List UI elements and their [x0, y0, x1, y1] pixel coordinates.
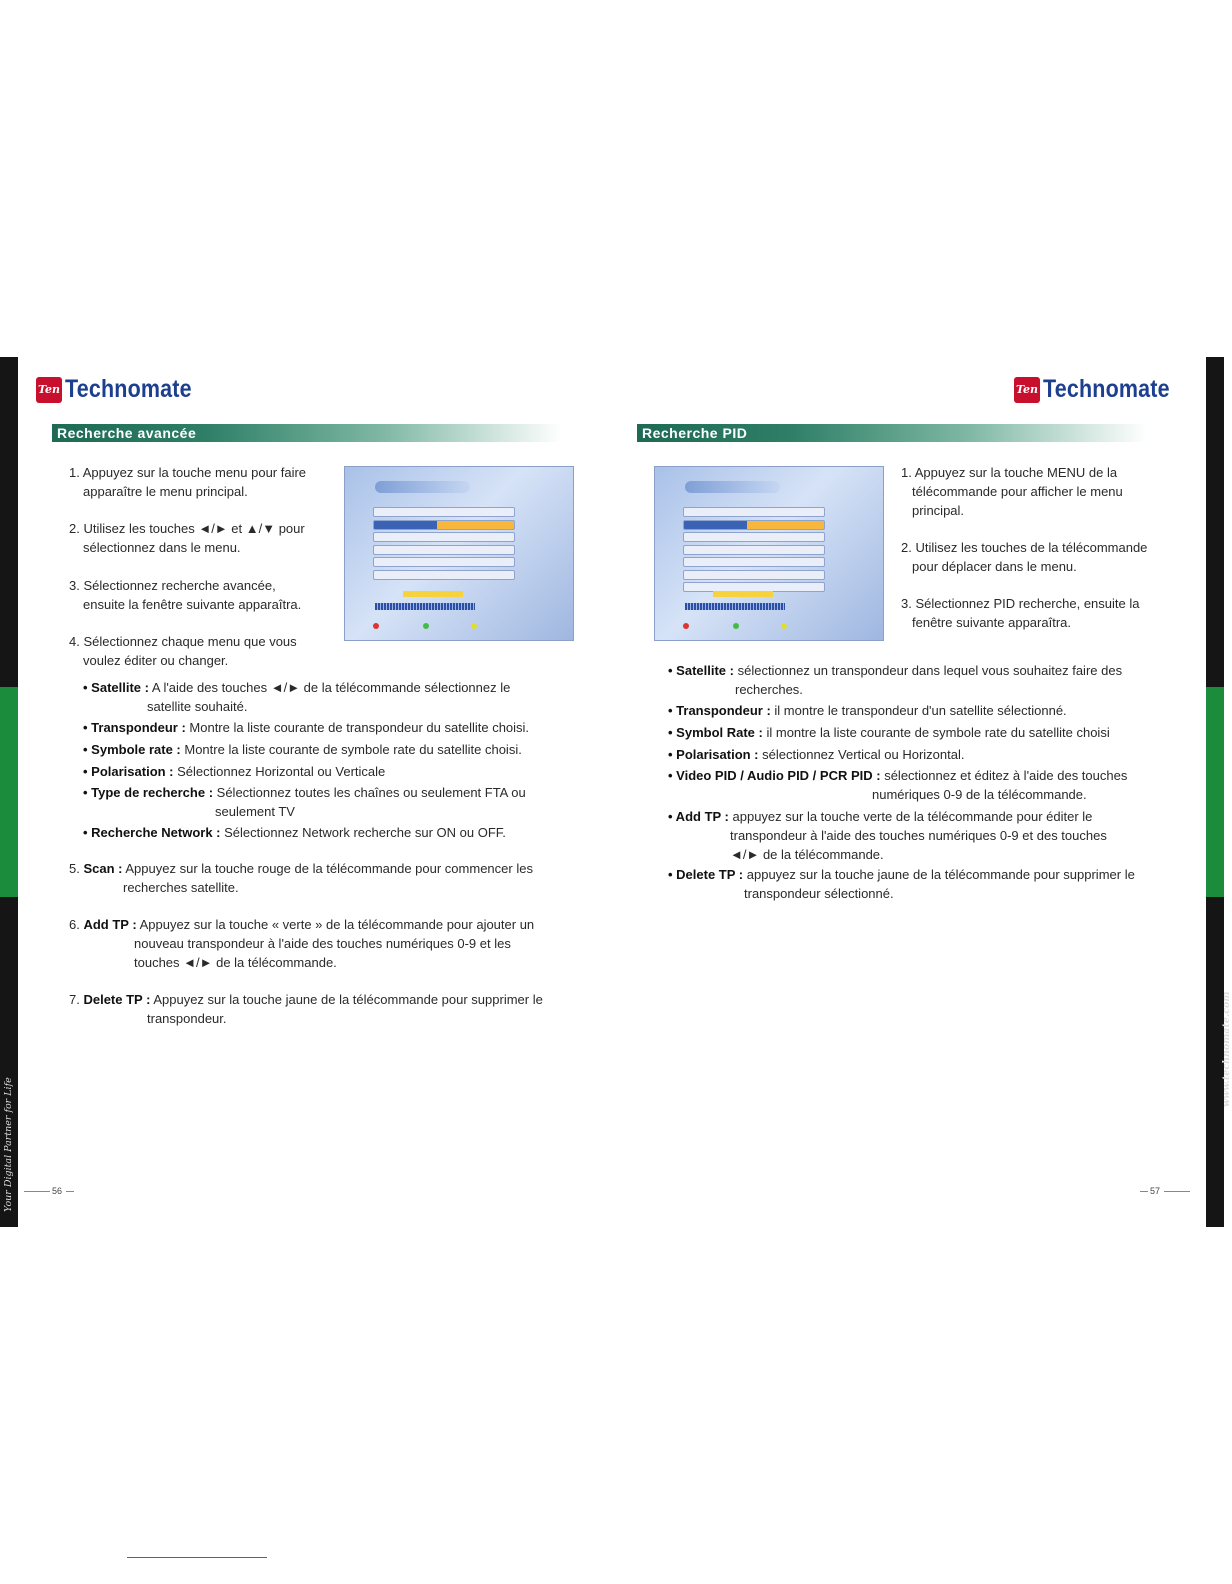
step-text: 4. Sélectionnez chaque menu que vous [69, 634, 297, 649]
menu-title-bar [375, 481, 470, 493]
step-text-cont: nouveau transpondeur à l'aide des touches numériques 0-9 et les [134, 936, 511, 951]
bullet-text-cont: recherches. [735, 682, 803, 697]
yellow-button-icon [781, 623, 787, 629]
pid-bullet-satellite [668, 661, 1168, 699]
brand-logo-left [36, 375, 212, 404]
bullet-label: • Recherche Network : [83, 825, 221, 840]
bullet-text: il montre le transpondeur d'un satellite sélectionné. [774, 703, 1067, 718]
step-text: Appuyez sur la touche jaune de la télécommande pour supprimer le [153, 992, 543, 1007]
bullet-label: • Polarisation : [668, 747, 759, 762]
step-text-cont: fenêtre suivante apparaîtra. [912, 615, 1071, 630]
yellow-button-icon [471, 623, 477, 629]
step-text-cont: apparaître le menu principal. [83, 484, 248, 499]
bullet-text: sélectionnez Vertical ou Horizontal. [762, 747, 965, 762]
bullet-text-cont: transpondeur sélectionné. [744, 886, 894, 901]
bullet-label: • Transpondeur : [83, 720, 186, 735]
pid-bullet-transpondeur [668, 701, 1168, 720]
step-text-cont: voulez éditer ou changer. [83, 653, 229, 668]
brand-logo-right [1014, 375, 1190, 404]
menu-row [683, 570, 825, 580]
bullet-text-cont: ◄/► de la télécommande. [730, 847, 884, 862]
bullet-satellite [83, 678, 553, 716]
bullet-type-recherche [83, 783, 553, 821]
step-label: Add TP : [83, 917, 137, 932]
menu-row [373, 507, 515, 517]
step-text-cont: télécommande pour afficher le menu [912, 484, 1123, 499]
step-7-delete-tp [69, 990, 559, 1028]
step-text-cont: sélectionnez dans le menu. [83, 540, 241, 555]
bullet-text-cont: seulement TV [215, 804, 295, 819]
bullet-transpondeur [83, 718, 553, 737]
right-edge-bar [1206, 357, 1232, 1227]
step-2 [69, 519, 305, 557]
bullet-label: • Transpondeur : [668, 703, 771, 718]
page-number-rule [1164, 1191, 1190, 1192]
bullet-text: Montre la liste courante de transpondeur du satellite choisi. [189, 720, 530, 735]
brand-logo-mark: Ten [36, 377, 62, 403]
pid-bullet-polarisation [668, 745, 1168, 764]
page-number-right: 57 [1150, 1186, 1161, 1196]
green-button-icon [733, 623, 739, 629]
step-text-cont: touches ◄/► de la télécommande. [134, 955, 337, 970]
bullet-text: appuyez sur la touche verte de la télécommande pour éditer le [732, 809, 1093, 824]
step-text: 3. Sélectionnez PID recherche, ensuite la [901, 596, 1140, 611]
bullet-polarisation [83, 762, 553, 781]
section-title-right: Recherche PID [637, 424, 1147, 442]
signal-bar [713, 591, 773, 597]
step-text: Appuyez sur la touche « verte » de la télécommande pour ajouter un [139, 917, 535, 932]
bullet-label: • Symbole rate : [83, 742, 181, 757]
step-text-cont: ensuite la fenêtre suivante apparaîtra. [83, 597, 302, 612]
step-label: Scan : [83, 861, 123, 876]
menu-row [373, 532, 515, 542]
signal-bar [403, 591, 463, 597]
brand-logo-word: Technomate [65, 375, 192, 403]
step-5-scan [69, 859, 559, 897]
section-title-left: Recherche avancée [52, 424, 562, 442]
page-number-left: 56 [52, 1186, 63, 1196]
menu-row-selected [683, 520, 825, 530]
step-4 [69, 632, 297, 670]
menu-row [683, 532, 825, 542]
pid-step-3 [901, 594, 1171, 632]
page-number-rule [1140, 1191, 1148, 1192]
step-text-cont: pour déplacer dans le menu. [912, 559, 1077, 574]
pid-step-2 [901, 538, 1171, 576]
left-edge-green-band [0, 687, 18, 897]
step-text: 3. Sélectionnez recherche avancée, [69, 578, 276, 593]
step-text-cont: recherches satellite. [123, 880, 239, 895]
step-number: 7. [69, 992, 80, 1007]
footer-underline [127, 1557, 267, 1558]
menu-row-selected [373, 520, 515, 530]
right-edge-website: www.technomate.com [1221, 991, 1232, 1107]
green-button-icon [423, 623, 429, 629]
step-text-cont: principal. [912, 503, 965, 518]
right-edge-green-band [1206, 687, 1224, 897]
left-edge-slogan: Your Digital Partner for Life [3, 1077, 14, 1212]
menu-row [373, 557, 515, 567]
bullet-label: • Satellite : [668, 663, 734, 678]
step-1 [69, 463, 306, 501]
menu-title-bar [685, 481, 780, 493]
step-6-add-tp [69, 915, 559, 972]
bullet-label: • Satellite : [83, 680, 149, 695]
pid-bullet-video-audio-pcr-pid [668, 766, 1168, 804]
step-number: 6. [69, 917, 80, 932]
screenshot-pid-search [654, 466, 884, 641]
menu-row [373, 570, 515, 580]
step-3 [69, 576, 301, 614]
pid-step-1 [901, 463, 1171, 520]
brand-logo-mark: Ten [1014, 377, 1040, 403]
menu-row [683, 545, 825, 555]
pid-bullet-delete-tp [668, 865, 1168, 903]
bullet-label: • Polarisation : [83, 764, 174, 779]
menu-rows [373, 507, 515, 582]
page-number-rule [24, 1191, 50, 1192]
step-text: 1. Appuyez sur la touche MENU de la [901, 465, 1118, 480]
bullet-label: • Delete TP : [668, 867, 744, 882]
quality-bar [685, 603, 785, 610]
left-edge-bar [0, 357, 18, 1227]
screenshot-advanced-search [344, 466, 574, 641]
bullet-text: Sélectionnez Network recherche sur ON ou OFF. [224, 825, 506, 840]
bullet-text: appuyez sur la touche jaune de la télécommande pour supprimer le [746, 867, 1135, 882]
step-number: 5. [69, 861, 80, 876]
step-text: Appuyez sur la touche rouge de la télécommande pour commencer les [125, 861, 533, 876]
bullet-text-cont: transpondeur à l'aide des touches numériques 0-9 et des touches [730, 828, 1107, 843]
bullet-text: sélectionnez un transpondeur dans lequel vous souhaitez faire des [737, 663, 1123, 678]
menu-row [373, 545, 515, 555]
step-label: Delete TP : [83, 992, 151, 1007]
bullet-text: A l'aide des touches ◄/► de la télécommande sélectionnez le [151, 680, 511, 695]
red-button-icon [373, 623, 379, 629]
bullet-text: sélectionnez et éditez à l'aide des touches [884, 768, 1128, 783]
menu-row [683, 557, 825, 567]
bullet-text: Sélectionnez toutes les chaînes ou seulement FTA ou [216, 785, 526, 800]
step-text: 2. Utilisez les touches ◄/► et ▲/▼ pour [69, 521, 305, 536]
menu-row [683, 507, 825, 517]
red-button-icon [683, 623, 689, 629]
bullet-text-cont: numériques 0-9 de la télécommande. [872, 787, 1087, 802]
step-text: 1. Appuyez sur la touche menu pour faire [69, 465, 307, 480]
bullet-text-cont: satellite souhaité. [147, 699, 248, 714]
step-text: 2. Utilisez les touches de la télécommande [901, 540, 1148, 555]
bullet-label: • Symbol Rate : [668, 725, 763, 740]
pid-bullet-add-tp [668, 807, 1168, 864]
page-number-rule [66, 1191, 74, 1192]
bullet-label: • Video PID / Audio PID / PCR PID : [668, 768, 881, 783]
bullet-symbole-rate [83, 740, 553, 759]
brand-logo-word: Technomate [1043, 375, 1170, 403]
bullet-label: • Add TP : [668, 809, 729, 824]
pid-bullet-symbol-rate [668, 723, 1168, 742]
bullet-recherche-network [83, 823, 553, 842]
bullet-text: il montre la liste courante de symbole rate du satellite choisi [766, 725, 1110, 740]
bullet-label: • Type de recherche : [83, 785, 214, 800]
quality-bar [375, 603, 475, 610]
bullet-text: Montre la liste courante de symbole rate du satellite choisi. [184, 742, 522, 757]
bullet-text: Sélectionnez Horizontal ou Verticale [177, 764, 386, 779]
menu-rows [683, 507, 825, 595]
step-text-cont: transpondeur. [147, 1011, 227, 1026]
